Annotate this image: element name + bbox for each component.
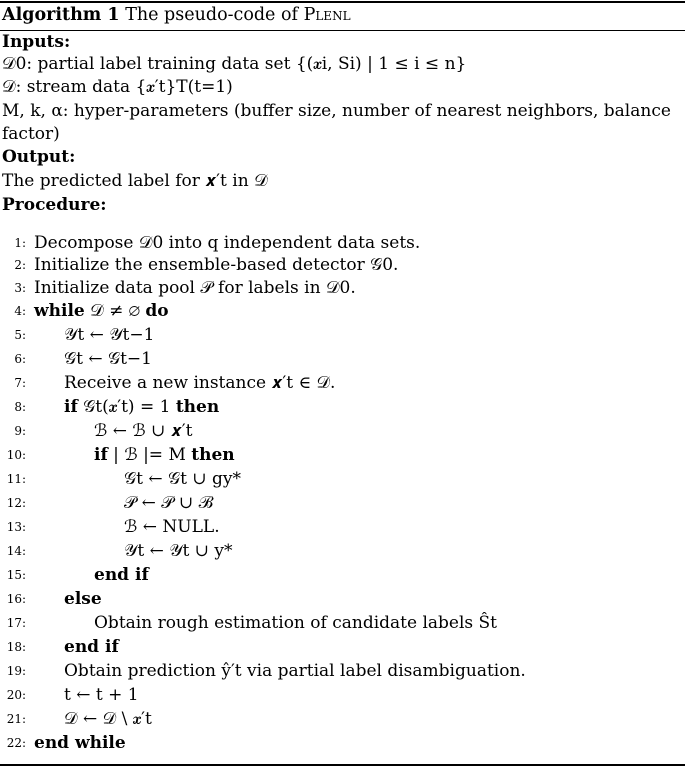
input-line-1: 𝒟0: partial label training data set {(𝒙i, Si) | 1 ≤ i ≤ n} (2, 54, 467, 74)
step-8 (0, 396, 220, 418)
step-text: end if (64, 637, 119, 657)
output-line: The predicted label for 𝒙′t in 𝒟 (2, 171, 268, 191)
input-line-4: factor) (2, 124, 60, 144)
step-number: 19: (6, 664, 26, 678)
step-11 (0, 468, 241, 490)
step-text: t ← t + 1 (64, 685, 139, 705)
step-text: 𝒴t ← 𝒴t ∪ y* (124, 541, 233, 561)
step-6 (0, 348, 152, 370)
step-text: end if (94, 565, 149, 585)
step-15 (0, 564, 149, 586)
algorithm-label: Algorithm 1 (2, 5, 120, 25)
step-17 (0, 612, 498, 634)
step-number: 10: (6, 448, 26, 462)
step-text: ℬ ← ℬ ∪ 𝒙′t (94, 421, 193, 441)
step-1 (0, 232, 421, 254)
step-text: end while (34, 733, 126, 753)
step-number: 15: (6, 568, 26, 582)
step-5 (0, 324, 155, 346)
step-14 (0, 540, 233, 562)
step-text: Obtain rough estimation of candidate labels Ŝt (94, 613, 498, 633)
step-number: 9: (14, 424, 26, 438)
step-number: 11: (6, 472, 26, 486)
step-number: 20: (6, 688, 26, 702)
step-10 (0, 444, 235, 466)
step-text: Initialize data pool 𝒫 for labels in 𝒟0. (34, 278, 356, 298)
step-7 (0, 372, 336, 394)
step-number: 3: (14, 281, 26, 295)
step-number: 22: (6, 736, 26, 750)
step-number: 7: (14, 376, 26, 390)
step-number: 13: (6, 520, 26, 534)
step-text: 𝒢t ← 𝒢t−1 (64, 349, 152, 369)
step-number: 2: (14, 258, 26, 272)
step-12 (0, 492, 213, 514)
step-number: 12: (6, 496, 26, 510)
output-heading: Output: (2, 147, 76, 167)
step-text: if | ℬ |= M then (94, 445, 235, 465)
step-2 (0, 254, 399, 276)
caption-text: The pseudo-code of (125, 5, 298, 25)
caption-rule (0, 30, 685, 31)
step-22 (0, 732, 126, 754)
algorithm-caption (2, 5, 351, 25)
step-number: 1: (14, 236, 26, 250)
step-16 (0, 588, 102, 610)
step-text: 𝒫 ← 𝒫 ∪ ℬ (124, 493, 213, 513)
step-text: Receive a new instance 𝒙′t ∈ 𝒟. (64, 373, 336, 393)
step-13 (0, 516, 220, 538)
step-text: Obtain prediction ŷ′t via partial label disambiguation. (64, 661, 526, 681)
step-text: 𝒢t ← 𝒢t ∪ gy* (124, 469, 241, 489)
step-text: 𝒴t ← 𝒴t−1 (64, 325, 155, 345)
method-name: Plenl (303, 5, 351, 25)
step-number: 16: (6, 592, 26, 606)
step-text: ℬ ← NULL. (124, 517, 220, 537)
step-21 (0, 708, 152, 730)
step-number: 8: (14, 400, 26, 414)
step-4 (0, 300, 169, 322)
step-number: 4: (14, 304, 26, 318)
top-rule (0, 1, 685, 3)
step-18 (0, 636, 119, 658)
input-line-2: 𝒟: stream data {𝒙′t}T(t=1) (2, 77, 233, 97)
step-9 (0, 420, 193, 442)
step-text: else (64, 589, 102, 609)
step-number: 18: (6, 640, 26, 654)
step-19 (0, 660, 526, 682)
step-number: 21: (6, 712, 26, 726)
step-text: 𝒟 ← 𝒟 \ 𝒙′t (64, 709, 152, 729)
procedure-heading: Procedure: (2, 195, 107, 215)
step-20 (0, 684, 139, 706)
step-text: Initialize the ensemble-based detector 𝒢0. (34, 255, 399, 275)
step-number: 6: (14, 352, 26, 366)
step-text: while 𝒟 ≠ ∅ do (34, 301, 169, 321)
input-line-3: M, k, α: hyper-parameters (buffer size, number of nearest neighbors, balance (2, 101, 671, 121)
step-number: 17: (6, 616, 26, 630)
step-number: 14: (6, 544, 26, 558)
step-number: 5: (14, 328, 26, 342)
step-text: Decompose 𝒟0 into q independent data sets. (34, 233, 421, 253)
inputs-heading: Inputs: (2, 32, 71, 52)
step-text: if 𝒢t(𝒙′t) = 1 then (64, 397, 220, 417)
bottom-rule (0, 764, 685, 766)
step-3 (0, 277, 356, 299)
